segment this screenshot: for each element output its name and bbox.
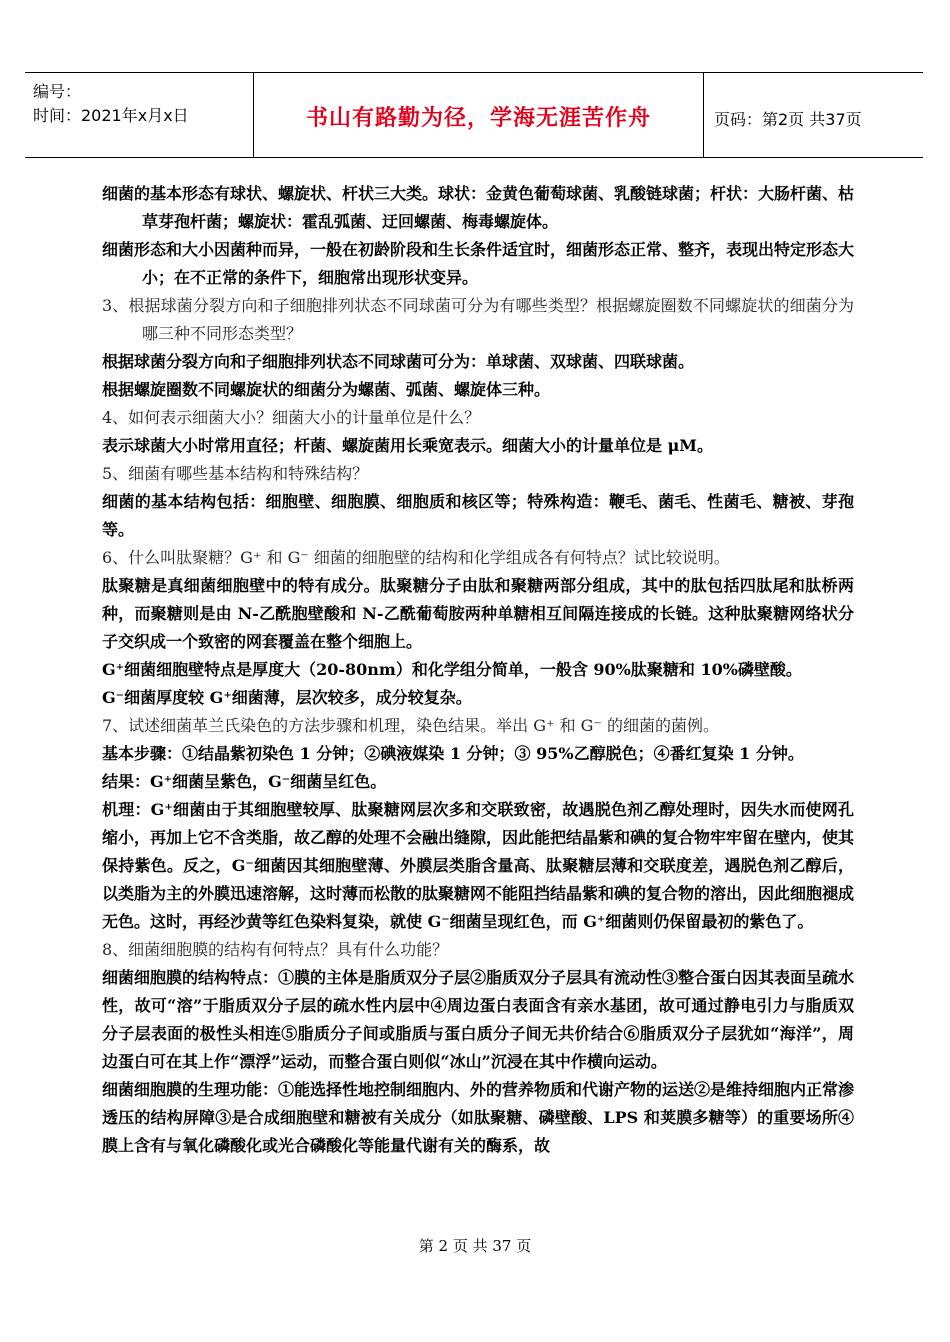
number-label: 编号： [33, 82, 82, 101]
question-7: 7、试述细菌革兰氏染色的方法步骤和机理，染色结果。举出 G⁺ 和 G⁻ 的细菌的菌例。 [102, 716, 719, 735]
answer-paragraph: 细菌的基本结构包括：细胞壁、细胞膜、细胞质和核区等；特殊构造：鞭毛、菌毛、性菌毛、糖被、芽孢等。 [102, 492, 854, 539]
page-footer: 第 2 页 共 37 页 [418, 1237, 532, 1255]
header-left-cell [25, 73, 254, 157]
time-label: 时间：2021年x月x日 [33, 106, 189, 125]
question-3: 3、根据球菌分裂方向和子细胞排列状态不同球菌可分为有哪些类型？根据螺旋圈数不同螺旋状的细菌分为哪三种不同形态类型？ [102, 296, 854, 343]
answer-paragraph: 机理：G⁺细菌由于其细胞壁较厚、肽聚糖网层次多和交联致密，故遇脱色剂乙醇处理时，因失水而使网孔缩小，再加上它不含类脂，故乙醇的处理不会融出缝隙，因此能把结晶紫和碘的复合物牢牢留在壁内，使其保持紫色。反之，G⁻细菌因其细胞壁薄、外膜层类脂含量高、肽聚糖层薄和交联度差，遇脱色剂乙醇后，以类脂为主的外膜迅速溶解，这时薄而松散的肽聚糖网不能阻挡结晶紫和碘的复合物的溶出，因此细胞褪成无色。这时，再经沙黄等红色染料复染，就使 G⁻细菌呈现红色，而 G⁺细菌则仍保留最初的紫色了。 [102, 800, 855, 931]
page-code: 页码：第2页 共37页 [714, 110, 862, 129]
question-4: 4、如何表示细菌大小？细菌大小的计量单位是什么？ [102, 408, 481, 427]
header-right-cell [704, 73, 923, 157]
page-header [25, 72, 923, 158]
answer-paragraph: 细菌细胞膜的结构特点：①膜的主体是脂质双分子层②脂质双分子层具有流动性③整合蛋白因其表面呈疏水性，故可“溶”于脂质双分子层的疏水性内层中④周边蛋白表面含有亲水基团，故可通过静电引力与脂质双分子层表面的极性头相连⑤脂质分子间或脂质与蛋白质分子间无共价结合⑥脂质双分子层犹如“海洋”，周边蛋白可在其上作“漂浮”运动，而整合蛋白则似“冰山”沉浸在其中作横向运动。 [102, 968, 855, 1071]
answer-paragraph: G⁺细菌细胞壁特点是厚度大（20-80nm）和化学组分简单，一般含 90%肽聚糖和 10%磷壁酸。 [102, 660, 802, 679]
answer-paragraph: G⁻细菌厚度较 G⁺细菌薄，层次较多，成分较复杂。 [102, 688, 472, 707]
answer-paragraph: 细菌形态和大小因菌种而异，一般在初龄阶段和生长条件适宜时，细菌形态正常、整齐，表现出特定形态大小；在不正常的条件下，细胞常出现形状变异。 [102, 240, 855, 287]
question-8: 8、细菌细胞膜的结构有何特点？具有什么功能？ [102, 940, 449, 959]
answer-paragraph: 根据螺旋圈数不同螺旋状的细菌分为螺菌、弧菌、螺旋体三种。 [102, 380, 551, 399]
answer-paragraph: 基本步骤：①结晶紫初染色 1 分钟；②碘液媒染 1 分钟；③ 95%乙醇脱色；④番红复染 1 分钟。 [102, 744, 804, 763]
motto: 书山有路勤为径，学海无涯苦作舟 [305, 106, 651, 131]
answer-paragraph: 结果：G⁺细菌呈紫色，G⁻细菌呈红色。 [102, 772, 387, 791]
answer-paragraph: 肽聚糖是真细菌细胞壁中的特有成分。肽聚糖分子由肽和聚糖两部分组成，其中的肽包括四肽尾和肽桥两种，而聚糖则是由 N-乙酰胞壁酸和 N-乙酰葡萄胺两种单糖相互间隔连接成的长链。这种肽聚糖网络状分子交织成一个致密的网套覆盖在整个细胞上。 [102, 576, 854, 651]
answer-paragraph: 细菌细胞膜的生理功能：①能选择性地控制细胞内、外的营养物质和代谢产物的运送②是维持细胞内正常渗透压的结构屏障③是合成细胞壁和糖被有关成分（如肽聚糖、磷壁酸、LPS 和荚膜多糖等）的重要场所④膜上含有与氧化磷酸化或光合磷酸化等能量代谢有关的酶系，故 [102, 1080, 855, 1155]
question-5: 5、细菌有哪些基本结构和特殊结构？ [102, 464, 369, 483]
document-body [102, 180, 854, 1160]
question-6: 6、什么叫肽聚糖？G⁺ 和 G⁻ 细菌的细胞壁的结构和化学组成各有何特点？试比较说明。 [102, 548, 730, 567]
answer-paragraph: 表示球菌大小时常用直径；杆菌、螺旋菌用长乘宽表示。细菌大小的计量单位是 μM。 [102, 436, 713, 455]
answer-paragraph: 根据球菌分裂方向和子细胞排列状态不同球菌可分为：单球菌、双球菌、四联球菌。 [102, 352, 695, 371]
answer-paragraph: 细菌的基本形态有球状、螺旋状、杆状三大类。球状：金黄色葡萄球菌、乳酸链球菌；杆状：大肠杆菌、枯草芽孢杆菌；螺旋状：霍乱弧菌、迂回螺菌、梅毒螺旋体。 [102, 184, 855, 231]
header-motto-cell [254, 73, 704, 157]
